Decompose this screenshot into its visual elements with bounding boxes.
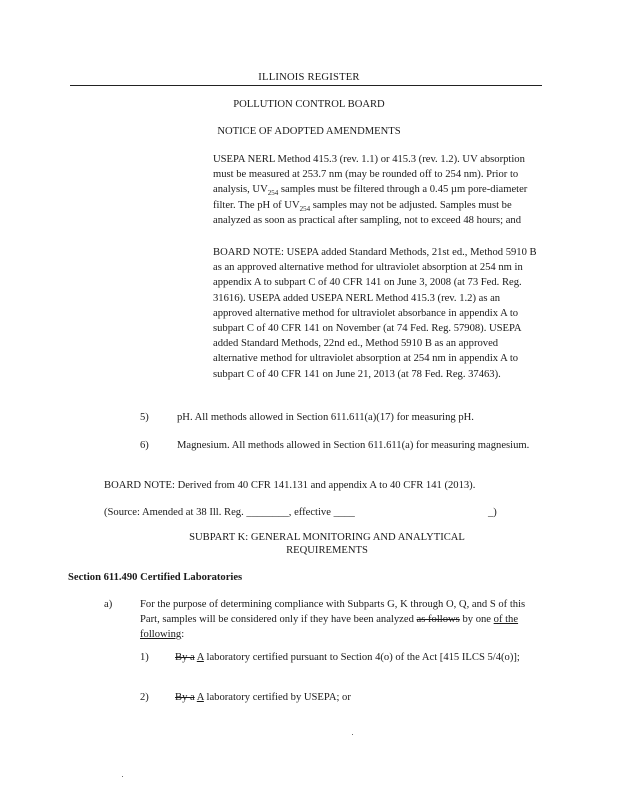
- item-6-text: Magnesium. All methods allowed in Section 611.611(a) for measuring magnesium.: [177, 440, 530, 451]
- board-note-2: BOARD NOTE: Derived from 40 CFR 141.131 and appendix A to 40 CFR 141 (2013).: [104, 480, 476, 491]
- board-title: POLLUTION CONTROL BOARD: [233, 99, 385, 110]
- subitem-2-body: laboratory certified by USEPA; or: [203, 692, 351, 703]
- subitem-1-struck: By a: [175, 652, 195, 663]
- para-a-text-middle: by one: [459, 614, 494, 626]
- para-a-added: of the following: [140, 614, 519, 641]
- uv-text-2: samples must be filtered through a 0.45 µm pore-diameter filter. The pH of UV: [213, 184, 528, 211]
- para-a-text: [140, 597, 540, 643]
- item-5-number: 5): [140, 412, 149, 423]
- uv-method-paragraph: [213, 152, 533, 228]
- subitem-2-struck: By a: [175, 692, 195, 703]
- uv-text-1: USEPA NERL Method 415.3 (rev. 1.1) or 415.3 (rev. 1.2). UV absorption must be measured at 253.7 nm (may be rounded off to 254 nm). Prior to analysis, UV: [213, 154, 525, 196]
- notice-title: NOTICE OF ADOPTED AMENDMENTS: [217, 126, 401, 137]
- uv-text-3: samples may not be adjusted. Samples must be analyzed as soon as practical after sampling, not to exceed 48 hours; and: [213, 199, 521, 226]
- subitem-2-text: [175, 690, 530, 705]
- uv-subscript-2: 254: [299, 204, 311, 213]
- subitem-1-body: laboratory certified pursuant to Section 4(o) of the Act [415 ILCS 5/4(o)];: [203, 652, 520, 663]
- subpart-heading-line-1: SUBPART K: GENERAL MONITORING AND ANALYTICAL: [189, 532, 465, 543]
- para-a-text-before: For the purpose of determining compliance with Subparts G, K through O, Q, and S of this Part, samples will be considered only if they have been analyzed: [140, 599, 526, 626]
- source-note: (Source: Amended at 38 Ill. Reg. ________, effective ____: [104, 507, 355, 518]
- board-note-1: BOARD NOTE: USEPA added Standard Methods, 21st ed., Method 5910 B as an approved alternative method for ultraviolet absorption at 254 nm in appendix A to subpart C of 40 CFR 141 on June 3, 2008 (at 73 Fed. Reg. 31616). USEPA added USEPA NERL Method 415.3 (rev. 1.2) as an approved alternative method for ultraviolet absorbance in appendix A to subpart C of 40 CFR 141 on November (at 74 Fed. Reg. 57908). USEPA added Standard Methods, 22nd ed., Method 5910 B as an approved alternative method for ultraviolet absorption at 254 nm in appendix A to subpart C of 40 CFR 141 on June 21, 2013 (at 78 Fed. Reg. 37463).: [213, 247, 537, 380]
- section-title: Section 611.490 Certified Laboratories: [68, 572, 243, 583]
- subitem-1-number: 1): [140, 652, 149, 663]
- para-a-struck: as follows: [416, 614, 460, 626]
- register-title: ILLINOIS REGISTER: [258, 72, 360, 83]
- item-6-number: 6): [140, 440, 149, 451]
- item-5-text: pH. All methods allowed in Section 611.611(a)(17) for measuring pH.: [177, 412, 474, 423]
- para-a-text-after: :: [181, 629, 185, 641]
- para-a-label: a): [104, 599, 113, 610]
- subitem-2-added: A: [196, 692, 204, 703]
- scan-speck: [352, 734, 353, 735]
- scan-speck: [122, 776, 123, 777]
- subitem-1-text: [175, 650, 530, 665]
- uv-subscript-1: 254: [267, 189, 279, 198]
- header-rule: [70, 85, 542, 86]
- source-note-close: _): [488, 507, 497, 518]
- subitem-1-added: A: [196, 652, 204, 663]
- subpart-heading-line-2: REQUIREMENTS: [286, 545, 368, 556]
- subitem-2-number: 2): [140, 692, 149, 703]
